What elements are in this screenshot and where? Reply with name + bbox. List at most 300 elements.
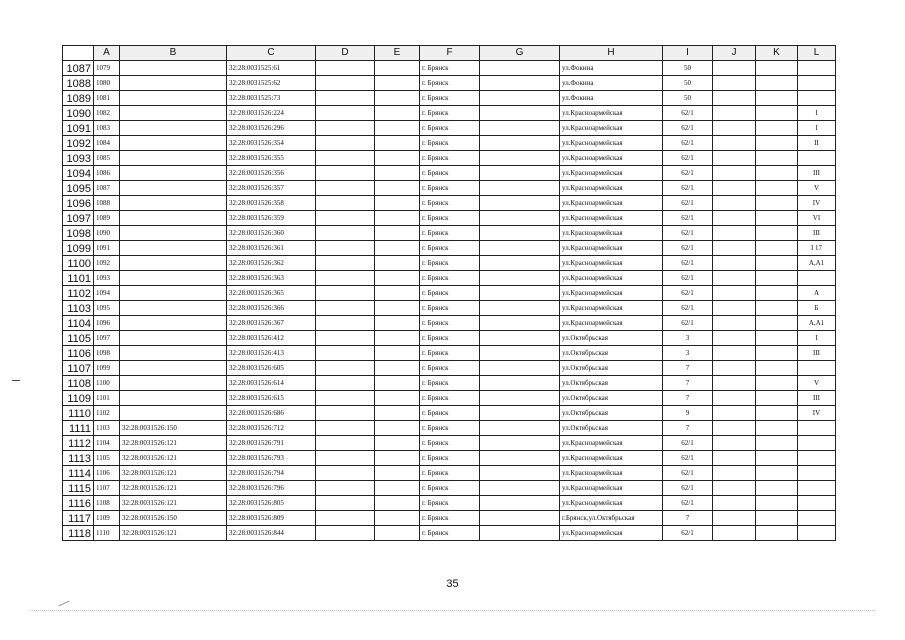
cell-a[interactable]: 1096 xyxy=(94,316,120,331)
cell-k[interactable] xyxy=(756,196,798,211)
cell-h[interactable]: ул.Фокина xyxy=(560,76,663,91)
cell-i[interactable]: 62/1 xyxy=(663,121,713,136)
cell-b[interactable] xyxy=(120,346,227,361)
cell-d[interactable] xyxy=(316,361,375,376)
cell-g[interactable] xyxy=(480,526,560,541)
cell-k[interactable] xyxy=(756,451,798,466)
cell-j[interactable] xyxy=(713,286,756,301)
cell-k[interactable] xyxy=(756,436,798,451)
row-number[interactable]: 1102 xyxy=(63,286,94,301)
cell-a[interactable]: 1088 xyxy=(94,196,120,211)
cell-i[interactable]: 62/1 xyxy=(663,271,713,286)
cell-k[interactable] xyxy=(756,376,798,391)
cell-f[interactable]: г. Брянск xyxy=(420,376,480,391)
cell-d[interactable] xyxy=(316,76,375,91)
cell-k[interactable] xyxy=(756,91,798,106)
cell-d[interactable] xyxy=(316,196,375,211)
cell-c[interactable]: 32:28:0031526:809 xyxy=(227,511,316,526)
cell-a[interactable]: 1080 xyxy=(94,76,120,91)
cell-e[interactable] xyxy=(375,181,420,196)
cell-g[interactable] xyxy=(480,91,560,106)
cell-f[interactable]: г. Брянск xyxy=(420,451,480,466)
cell-l[interactable] xyxy=(798,451,836,466)
cell-g[interactable] xyxy=(480,391,560,406)
cell-k[interactable] xyxy=(756,271,798,286)
cell-g[interactable] xyxy=(480,406,560,421)
cell-f[interactable]: г. Брянск xyxy=(420,61,480,76)
cell-k[interactable] xyxy=(756,316,798,331)
cell-j[interactable] xyxy=(713,466,756,481)
column-header-j[interactable]: J xyxy=(713,46,756,61)
cell-c[interactable]: 32:28:0031526:356 xyxy=(227,166,316,181)
cell-j[interactable] xyxy=(713,61,756,76)
cell-b[interactable] xyxy=(120,301,227,316)
cell-f[interactable]: г. Брянск xyxy=(420,151,480,166)
cell-d[interactable] xyxy=(316,436,375,451)
cell-c[interactable]: 32:28:0031526:363 xyxy=(227,271,316,286)
cell-g[interactable] xyxy=(480,241,560,256)
cell-k[interactable] xyxy=(756,511,798,526)
cell-k[interactable] xyxy=(756,391,798,406)
cell-j[interactable] xyxy=(713,91,756,106)
cell-g[interactable] xyxy=(480,256,560,271)
cell-i[interactable]: 62/1 xyxy=(663,466,713,481)
cell-a[interactable]: 1081 xyxy=(94,91,120,106)
row-number[interactable]: 1096 xyxy=(63,196,94,211)
cell-i[interactable]: 62/1 xyxy=(663,106,713,121)
cell-j[interactable] xyxy=(713,526,756,541)
cell-h[interactable]: ул.Октябрьская xyxy=(560,346,663,361)
cell-g[interactable] xyxy=(480,481,560,496)
cell-c[interactable]: 32:28:0031526:296 xyxy=(227,121,316,136)
cell-l[interactable] xyxy=(798,526,836,541)
cell-h[interactable]: ул.Красноармейская xyxy=(560,466,663,481)
cell-i[interactable]: 62/1 xyxy=(663,481,713,496)
cell-g[interactable] xyxy=(480,436,560,451)
cell-g[interactable] xyxy=(480,181,560,196)
cell-c[interactable]: 32:28:0031526:358 xyxy=(227,196,316,211)
cell-d[interactable] xyxy=(316,271,375,286)
cell-c[interactable]: 32:28:0031526:796 xyxy=(227,481,316,496)
row-number[interactable]: 1091 xyxy=(63,121,94,136)
row-number[interactable]: 1113 xyxy=(63,451,94,466)
cell-h[interactable]: ул.Красноармейская xyxy=(560,481,663,496)
cell-f[interactable]: г. Брянск xyxy=(420,346,480,361)
corner-cell[interactable] xyxy=(63,46,94,61)
cell-c[interactable]: 32:28:0031526:362 xyxy=(227,256,316,271)
cell-i[interactable]: 62/1 xyxy=(663,286,713,301)
cell-j[interactable] xyxy=(713,481,756,496)
cell-e[interactable] xyxy=(375,451,420,466)
cell-e[interactable] xyxy=(375,76,420,91)
cell-b[interactable]: 32:28:0031526:121 xyxy=(120,451,227,466)
cell-k[interactable] xyxy=(756,286,798,301)
cell-e[interactable] xyxy=(375,496,420,511)
row-number[interactable]: 1114 xyxy=(63,466,94,481)
cell-d[interactable] xyxy=(316,211,375,226)
cell-d[interactable] xyxy=(316,511,375,526)
cell-h[interactable]: ул.Красноармейская xyxy=(560,316,663,331)
cell-a[interactable]: 1086 xyxy=(94,166,120,181)
cell-g[interactable] xyxy=(480,496,560,511)
cell-b[interactable] xyxy=(120,241,227,256)
cell-j[interactable] xyxy=(713,211,756,226)
cell-d[interactable] xyxy=(316,391,375,406)
cell-l[interactable] xyxy=(798,466,836,481)
cell-e[interactable] xyxy=(375,361,420,376)
row-number[interactable]: 1087 xyxy=(63,61,94,76)
cell-a[interactable]: 1110 xyxy=(94,526,120,541)
cell-g[interactable] xyxy=(480,421,560,436)
cell-l[interactable] xyxy=(798,76,836,91)
cell-k[interactable] xyxy=(756,241,798,256)
cell-g[interactable] xyxy=(480,136,560,151)
cell-f[interactable]: г. Брянск xyxy=(420,196,480,211)
cell-d[interactable] xyxy=(316,481,375,496)
cell-c[interactable]: 32:28:0031526:360 xyxy=(227,226,316,241)
cell-l[interactable]: II xyxy=(798,136,836,151)
cell-k[interactable] xyxy=(756,496,798,511)
cell-l[interactable]: А,А1 xyxy=(798,316,836,331)
cell-c[interactable]: 32:28:0031526:605 xyxy=(227,361,316,376)
cell-d[interactable] xyxy=(316,301,375,316)
cell-i[interactable]: 62/1 xyxy=(663,181,713,196)
cell-f[interactable]: г. Брянск xyxy=(420,391,480,406)
cell-d[interactable] xyxy=(316,181,375,196)
cell-j[interactable] xyxy=(713,511,756,526)
cell-j[interactable] xyxy=(713,331,756,346)
row-number[interactable]: 1115 xyxy=(63,481,94,496)
cell-f[interactable]: г. Брянск xyxy=(420,421,480,436)
row-number[interactable]: 1107 xyxy=(63,361,94,376)
cell-h[interactable]: г.Брянск,ул.Октябрьская xyxy=(560,511,663,526)
cell-a[interactable]: 1087 xyxy=(94,181,120,196)
column-header-c[interactable]: C xyxy=(227,46,316,61)
row-number[interactable]: 1099 xyxy=(63,241,94,256)
cell-g[interactable] xyxy=(480,511,560,526)
cell-a[interactable]: 1090 xyxy=(94,226,120,241)
cell-l[interactable]: V xyxy=(798,181,836,196)
row-number[interactable]: 1108 xyxy=(63,376,94,391)
cell-j[interactable] xyxy=(713,391,756,406)
cell-a[interactable]: 1103 xyxy=(94,421,120,436)
cell-j[interactable] xyxy=(713,241,756,256)
cell-h[interactable]: ул.Красноармейская xyxy=(560,136,663,151)
cell-e[interactable] xyxy=(375,196,420,211)
cell-e[interactable] xyxy=(375,346,420,361)
cell-g[interactable] xyxy=(480,361,560,376)
cell-h[interactable]: ул.Красноармейская xyxy=(560,496,663,511)
cell-h[interactable]: ул.Красноармейская xyxy=(560,166,663,181)
cell-j[interactable] xyxy=(713,301,756,316)
cell-j[interactable] xyxy=(713,121,756,136)
cell-i[interactable]: 62/1 xyxy=(663,301,713,316)
cell-l[interactable] xyxy=(798,91,836,106)
cell-k[interactable] xyxy=(756,346,798,361)
cell-d[interactable] xyxy=(316,151,375,166)
cell-l[interactable] xyxy=(798,496,836,511)
cell-k[interactable] xyxy=(756,421,798,436)
cell-i[interactable]: 9 xyxy=(663,406,713,421)
cell-k[interactable] xyxy=(756,406,798,421)
cell-a[interactable]: 1092 xyxy=(94,256,120,271)
cell-j[interactable] xyxy=(713,106,756,121)
cell-f[interactable]: г. Брянск xyxy=(420,301,480,316)
cell-c[interactable]: 32:28:0031526:355 xyxy=(227,151,316,166)
cell-e[interactable] xyxy=(375,331,420,346)
cell-k[interactable] xyxy=(756,481,798,496)
cell-f[interactable]: г. Брянск xyxy=(420,361,480,376)
cell-h[interactable]: ул.Красноармейская xyxy=(560,106,663,121)
cell-h[interactable]: ул.Красноармейская xyxy=(560,301,663,316)
cell-g[interactable] xyxy=(480,316,560,331)
cell-b[interactable]: 32:28:0031526:121 xyxy=(120,481,227,496)
cell-j[interactable] xyxy=(713,151,756,166)
cell-l[interactable]: III xyxy=(798,391,836,406)
cell-f[interactable]: г. Брянск xyxy=(420,331,480,346)
cell-l[interactable]: А xyxy=(798,286,836,301)
cell-g[interactable] xyxy=(480,166,560,181)
cell-c[interactable]: 32:28:0031526:686 xyxy=(227,406,316,421)
cell-c[interactable]: 32:28:0031526:366 xyxy=(227,301,316,316)
cell-d[interactable] xyxy=(316,466,375,481)
cell-k[interactable] xyxy=(756,166,798,181)
cell-f[interactable]: г. Брянск xyxy=(420,166,480,181)
cell-j[interactable] xyxy=(713,166,756,181)
cell-i[interactable]: 3 xyxy=(663,331,713,346)
cell-h[interactable]: ул.Красноармейская xyxy=(560,271,663,286)
cell-g[interactable] xyxy=(480,226,560,241)
cell-a[interactable]: 1084 xyxy=(94,136,120,151)
cell-l[interactable]: VI xyxy=(798,211,836,226)
row-number[interactable]: 1089 xyxy=(63,91,94,106)
cell-k[interactable] xyxy=(756,301,798,316)
cell-l[interactable] xyxy=(798,61,836,76)
cell-g[interactable] xyxy=(480,331,560,346)
cell-l[interactable] xyxy=(798,481,836,496)
cell-k[interactable] xyxy=(756,181,798,196)
cell-i[interactable]: 62/1 xyxy=(663,526,713,541)
cell-a[interactable]: 1107 xyxy=(94,481,120,496)
cell-k[interactable] xyxy=(756,466,798,481)
cell-d[interactable] xyxy=(316,496,375,511)
cell-e[interactable] xyxy=(375,526,420,541)
cell-g[interactable] xyxy=(480,376,560,391)
column-header-i[interactable]: I xyxy=(663,46,713,61)
cell-g[interactable] xyxy=(480,301,560,316)
cell-k[interactable] xyxy=(756,121,798,136)
cell-a[interactable]: 1079 xyxy=(94,61,120,76)
cell-e[interactable] xyxy=(375,91,420,106)
cell-i[interactable]: 62/1 xyxy=(663,241,713,256)
cell-d[interactable] xyxy=(316,121,375,136)
cell-g[interactable] xyxy=(480,76,560,91)
cell-g[interactable] xyxy=(480,106,560,121)
cell-g[interactable] xyxy=(480,466,560,481)
cell-g[interactable] xyxy=(480,121,560,136)
cell-d[interactable] xyxy=(316,331,375,346)
cell-f[interactable]: г. Брянск xyxy=(420,271,480,286)
cell-j[interactable] xyxy=(713,436,756,451)
cell-f[interactable]: г. Брянск xyxy=(420,481,480,496)
cell-f[interactable]: г. Брянск xyxy=(420,496,480,511)
cell-a[interactable]: 1083 xyxy=(94,121,120,136)
cell-d[interactable] xyxy=(316,316,375,331)
cell-k[interactable] xyxy=(756,256,798,271)
cell-e[interactable] xyxy=(375,241,420,256)
cell-g[interactable] xyxy=(480,346,560,361)
cell-i[interactable]: 62/1 xyxy=(663,226,713,241)
cell-e[interactable] xyxy=(375,466,420,481)
cell-d[interactable] xyxy=(316,421,375,436)
cell-b[interactable]: 32:28:0031526:150 xyxy=(120,511,227,526)
cell-i[interactable]: 62/1 xyxy=(663,211,713,226)
cell-a[interactable]: 1093 xyxy=(94,271,120,286)
cell-a[interactable]: 1091 xyxy=(94,241,120,256)
cell-b[interactable] xyxy=(120,121,227,136)
row-number[interactable]: 1093 xyxy=(63,151,94,166)
cell-h[interactable]: ул.Октябрьская xyxy=(560,361,663,376)
cell-f[interactable]: г. Брянск xyxy=(420,406,480,421)
cell-a[interactable]: 1101 xyxy=(94,391,120,406)
cell-l[interactable]: I xyxy=(798,331,836,346)
cell-h[interactable]: ул.Фокина xyxy=(560,61,663,76)
cell-f[interactable]: г. Брянск xyxy=(420,466,480,481)
cell-e[interactable] xyxy=(375,391,420,406)
cell-b[interactable] xyxy=(120,406,227,421)
cell-e[interactable] xyxy=(375,61,420,76)
cell-i[interactable]: 62/1 xyxy=(663,196,713,211)
cell-j[interactable] xyxy=(713,256,756,271)
cell-a[interactable]: 1085 xyxy=(94,151,120,166)
cell-c[interactable]: 32:28:0031525:61 xyxy=(227,61,316,76)
cell-g[interactable] xyxy=(480,451,560,466)
cell-l[interactable]: I 17 xyxy=(798,241,836,256)
cell-a[interactable]: 1089 xyxy=(94,211,120,226)
cell-g[interactable] xyxy=(480,211,560,226)
cell-f[interactable]: г. Брянск xyxy=(420,121,480,136)
cell-e[interactable] xyxy=(375,256,420,271)
cell-e[interactable] xyxy=(375,316,420,331)
cell-g[interactable] xyxy=(480,196,560,211)
cell-d[interactable] xyxy=(316,406,375,421)
row-number[interactable]: 1118 xyxy=(63,526,94,541)
column-header-h[interactable]: H xyxy=(560,46,663,61)
cell-b[interactable] xyxy=(120,361,227,376)
cell-e[interactable] xyxy=(375,436,420,451)
cell-l[interactable]: III xyxy=(798,166,836,181)
cell-f[interactable]: г. Брянск xyxy=(420,211,480,226)
row-number[interactable]: 1104 xyxy=(63,316,94,331)
cell-e[interactable] xyxy=(375,481,420,496)
cell-b[interactable] xyxy=(120,76,227,91)
cell-h[interactable]: ул.Октябрьская xyxy=(560,421,663,436)
cell-d[interactable] xyxy=(316,346,375,361)
cell-b[interactable] xyxy=(120,316,227,331)
cell-d[interactable] xyxy=(316,256,375,271)
cell-d[interactable] xyxy=(316,526,375,541)
cell-l[interactable]: III xyxy=(798,226,836,241)
row-number[interactable]: 1111 xyxy=(63,421,94,436)
cell-a[interactable]: 1094 xyxy=(94,286,120,301)
cell-h[interactable]: ул.Красноармейская xyxy=(560,151,663,166)
cell-c[interactable]: 32:28:0031525:62 xyxy=(227,76,316,91)
cell-j[interactable] xyxy=(713,76,756,91)
cell-c[interactable]: 32:28:0031526:357 xyxy=(227,181,316,196)
cell-c[interactable]: 32:28:0031526:412 xyxy=(227,331,316,346)
cell-e[interactable] xyxy=(375,151,420,166)
cell-h[interactable]: ул.Октябрьская xyxy=(560,391,663,406)
cell-e[interactable] xyxy=(375,406,420,421)
cell-b[interactable]: 32:28:0031526:150 xyxy=(120,421,227,436)
cell-k[interactable] xyxy=(756,151,798,166)
cell-d[interactable] xyxy=(316,106,375,121)
column-header-g[interactable]: G xyxy=(480,46,560,61)
cell-i[interactable]: 50 xyxy=(663,61,713,76)
cell-b[interactable] xyxy=(120,286,227,301)
cell-b[interactable]: 32:28:0031526:121 xyxy=(120,436,227,451)
cell-a[interactable]: 1095 xyxy=(94,301,120,316)
cell-j[interactable] xyxy=(713,451,756,466)
row-number[interactable]: 1106 xyxy=(63,346,94,361)
cell-i[interactable]: 62/1 xyxy=(663,151,713,166)
cell-l[interactable] xyxy=(798,151,836,166)
cell-b[interactable] xyxy=(120,211,227,226)
cell-f[interactable]: г. Брянск xyxy=(420,256,480,271)
cell-a[interactable]: 1109 xyxy=(94,511,120,526)
cell-a[interactable]: 1106 xyxy=(94,466,120,481)
row-number[interactable]: 1100 xyxy=(63,256,94,271)
cell-a[interactable]: 1099 xyxy=(94,361,120,376)
cell-h[interactable]: ул.Красноармейская xyxy=(560,286,663,301)
cell-c[interactable]: 32:28:0031526:367 xyxy=(227,316,316,331)
cell-h[interactable]: ул.Октябрьская xyxy=(560,376,663,391)
cell-e[interactable] xyxy=(375,166,420,181)
cell-l[interactable] xyxy=(798,421,836,436)
cell-b[interactable] xyxy=(120,151,227,166)
row-number[interactable]: 1094 xyxy=(63,166,94,181)
cell-f[interactable]: г. Брянск xyxy=(420,511,480,526)
cell-c[interactable]: 32:28:0031526:794 xyxy=(227,466,316,481)
cell-e[interactable] xyxy=(375,136,420,151)
row-number[interactable]: 1095 xyxy=(63,181,94,196)
cell-f[interactable]: г. Брянск xyxy=(420,241,480,256)
cell-b[interactable] xyxy=(120,391,227,406)
cell-h[interactable]: ул.Красноармейская xyxy=(560,451,663,466)
cell-f[interactable]: г. Брянск xyxy=(420,226,480,241)
cell-i[interactable]: 7 xyxy=(663,421,713,436)
column-header-f[interactable]: F xyxy=(420,46,480,61)
cell-e[interactable] xyxy=(375,376,420,391)
cell-a[interactable]: 1082 xyxy=(94,106,120,121)
cell-c[interactable]: 32:28:0031525:73 xyxy=(227,91,316,106)
cell-d[interactable] xyxy=(316,166,375,181)
cell-h[interactable]: ул.Красноармейская xyxy=(560,181,663,196)
cell-a[interactable]: 1100 xyxy=(94,376,120,391)
cell-f[interactable]: г. Брянск xyxy=(420,91,480,106)
cell-a[interactable]: 1097 xyxy=(94,331,120,346)
cell-k[interactable] xyxy=(756,211,798,226)
cell-k[interactable] xyxy=(756,106,798,121)
row-number[interactable]: 1092 xyxy=(63,136,94,151)
cell-j[interactable] xyxy=(713,406,756,421)
cell-l[interactable]: IV xyxy=(798,406,836,421)
cell-d[interactable] xyxy=(316,241,375,256)
cell-l[interactable]: I xyxy=(798,121,836,136)
cell-a[interactable]: 1102 xyxy=(94,406,120,421)
cell-d[interactable] xyxy=(316,286,375,301)
cell-k[interactable] xyxy=(756,76,798,91)
